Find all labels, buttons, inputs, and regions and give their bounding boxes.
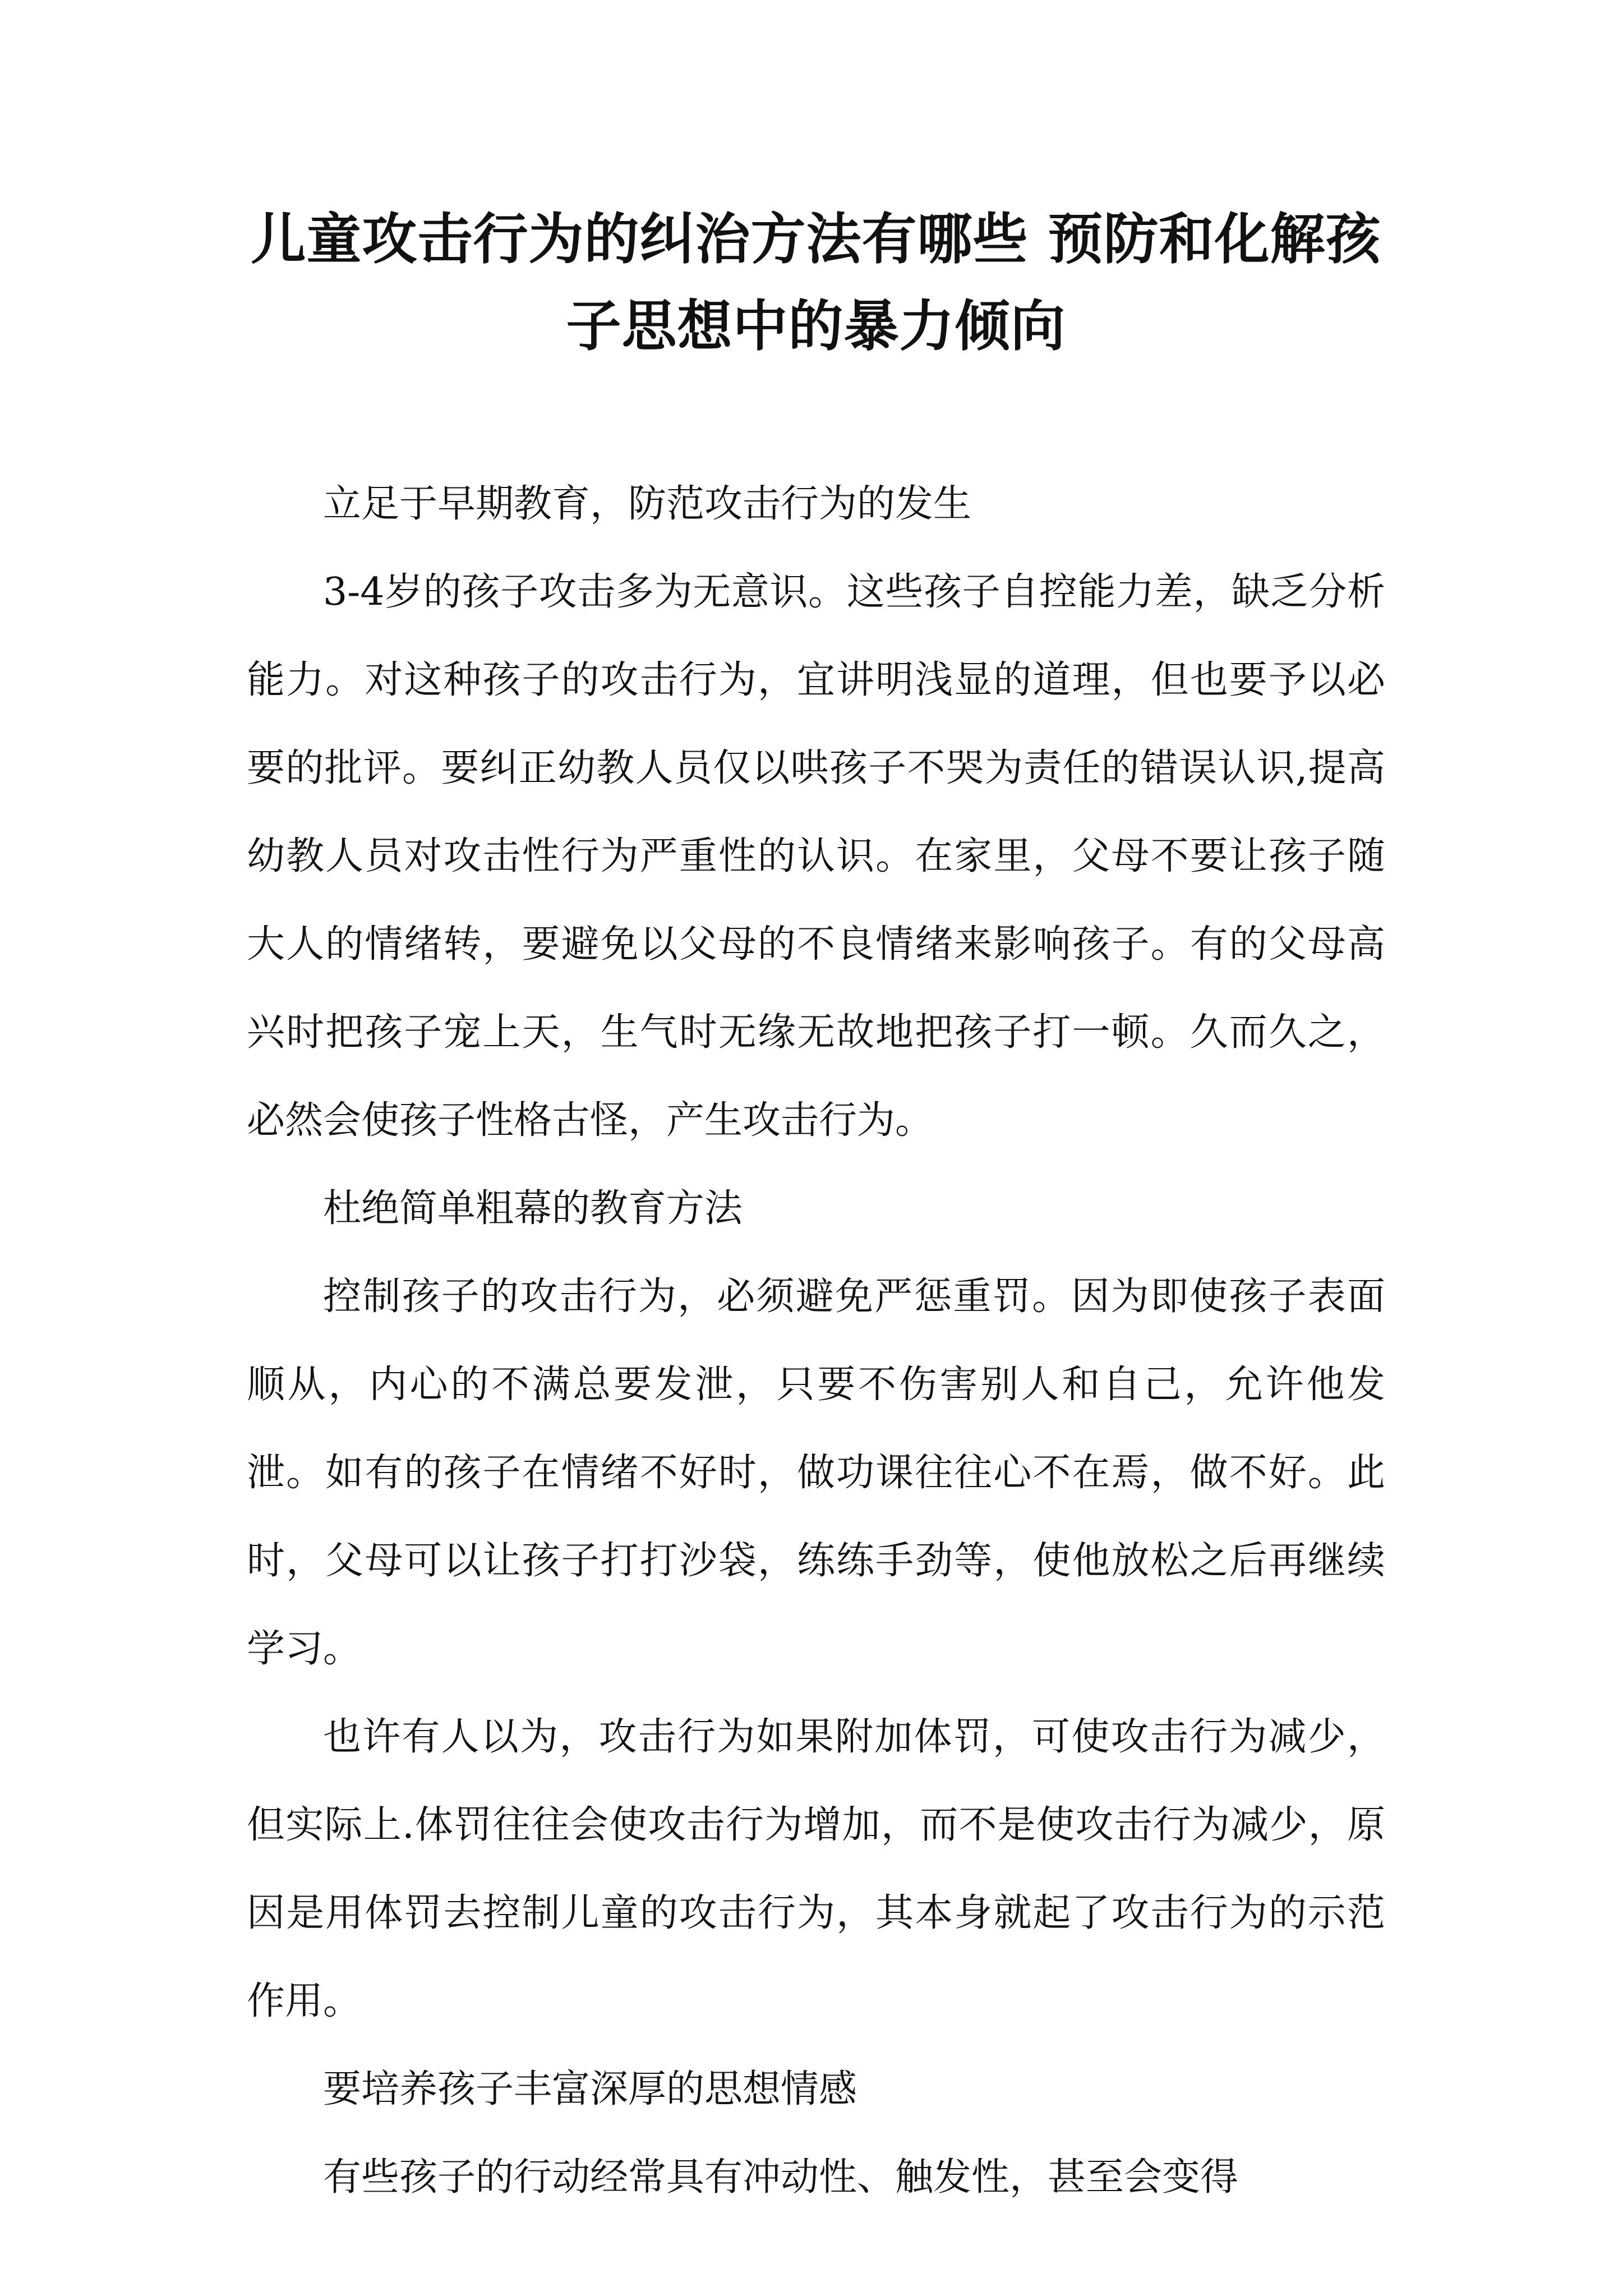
section-heading: 杜绝简单粗幕的教育方法	[323, 1186, 743, 1231]
body-paragraph: 有些孩子的行动经常具有冲动性、触发性，甚至会变得	[323, 2155, 1239, 2200]
document-body	[247, 460, 1385, 2221]
body-paragraph: 3-4岁的孩子攻击多为无意识。这些孩子自控能力差，缺乏分析能力。对这种孩子的攻击行为，宜讲明浅显的道理，但也要予以必要的批评。要纠正幼教人员仅以哄孩子不哭为责任的错误认识,提高幼教人员对攻击性行为严重性的认识。在家里，父母不要让孩子随大人的情绪转，要避免以父母的不良情绪来影响孩子。有的父母高兴时把孩子宠上天，生气时无缘无故地把孩子打一顿。久而久之，必然会使孩子性格古怪，产生攻击行为。	[247, 570, 1385, 1143]
section-heading: 要培养孩子丰富深厚的思想情感	[323, 2067, 857, 2111]
section-heading: 立足于早期教育，防范攻击行为的发生	[323, 482, 972, 526]
body-paragraph: 也许有人以为，攻击行为如果附加体罚，可使攻击行为减少，但实际上.体罚往往会使攻击行为增加，而不是使攻击行为减少，原因是用体罚去控制儿童的攻击行为，其本身就起了攻击行为的示范作用。	[247, 1715, 1385, 2023]
document-title: 儿童攻击行为的纠治方法有哪些 预防和化解孩子思想中的暴力倾向	[251, 208, 1381, 358]
body-paragraph: 控制孩子的攻击行为，必须避免严惩重罚。因为即使孩子表面顺从，内心的不满总要发泄，只要不伤害别人和自己，允许他发泄。如有的孩子在情绪不好时，做功课往往心不在焉，做不好。此时，父母可以让孩子打打沙袋，练练手劲等，使他放松之后再继续学习。	[247, 1274, 1385, 1671]
